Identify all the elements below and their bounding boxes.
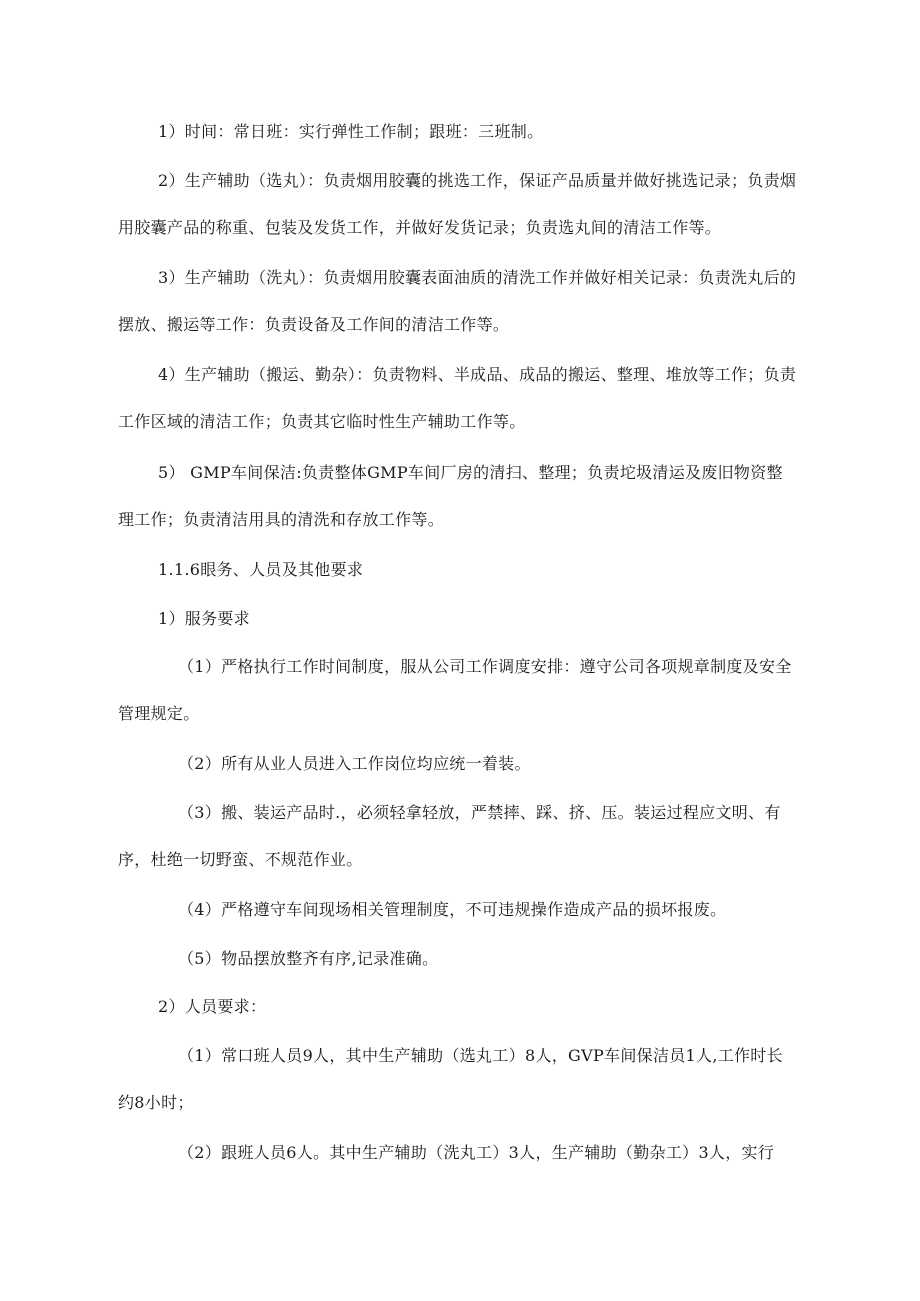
paragraph-work-time: 1）时间：常日班：实行弹性工作制；跟班：三班制。 bbox=[158, 122, 544, 141]
paragraph-service-item-5: （5）物品摆放整齐有序,记录准确。 bbox=[178, 949, 439, 968]
paragraph-handling-duty: 4）生产辅助（搬运、勤杂）：负责物料、半成品、成品的搬运、整理、堆放等工作；负责工作区域的清洁工作；负责其它临时性生产辅助工作等。 bbox=[118, 365, 797, 431]
paragraph-service-item-3: （3）搬、装运产品时.，必须轻拿轻放，严禁摔、踩、挤、压。装运过程应文明、有序，杜绝一切野蛮、不规范作业。 bbox=[118, 803, 781, 869]
paragraph-service-item-2: （2）所有从业人员进入工作岗位均应统一着装。 bbox=[178, 754, 531, 773]
subheading-service-requirements: 1）服务要求 bbox=[158, 609, 250, 628]
paragraph-personnel-item-1: （1）常口班人员9人，其中生产辅助（选丸工）8人，GVP车间保洁员1⼈,工作时长约8小时； bbox=[118, 1046, 783, 1112]
paragraph-washing-duty: 3）生产辅助（洗丸）：负责烟用胶囊表面油质的清洗工作并做好相关记录：负责洗丸后的摆放、搬运等工作：负责设备及工作间的清洁工作等。 bbox=[118, 268, 797, 334]
section-heading: 1.1.6眼务、人员及其他要求 bbox=[158, 560, 364, 579]
paragraph-personnel-item-2: （2）跟班人员6人。其中生产辅助（洗丸工）3人，生产辅助（勤杂工）3人，实行 bbox=[178, 1143, 775, 1162]
paragraph-gmp-cleaning: 5） GMP车间保洁:负责整体GMP车间厂房的清扫、整理；负责坨圾清运及废旧物资整理工作；负责清洁用具的清洗和存放工作等。 bbox=[118, 463, 783, 529]
paragraph-service-item-1: （1）严格执行工作时间制度，服从公司工作调度安排：遵守公司各项规章制度及安全管理规定。 bbox=[118, 657, 792, 723]
paragraph-selection-duty: 2）生产辅助（选丸）：负责烟用胶囊的挑选工作，保证产品质量并做好挑选记录；负责烟用胶囊产品的称重、包装及发货工作，并做好发货记录；负责选丸间的清洁工作等。 bbox=[118, 171, 797, 237]
subheading-personnel-requirements: 2）人员要求： bbox=[158, 997, 267, 1016]
paragraph-service-item-4: （4）严格遵守车间现场相关管理制度，不可违规操作造成产品的损坏报废。 bbox=[178, 900, 727, 919]
